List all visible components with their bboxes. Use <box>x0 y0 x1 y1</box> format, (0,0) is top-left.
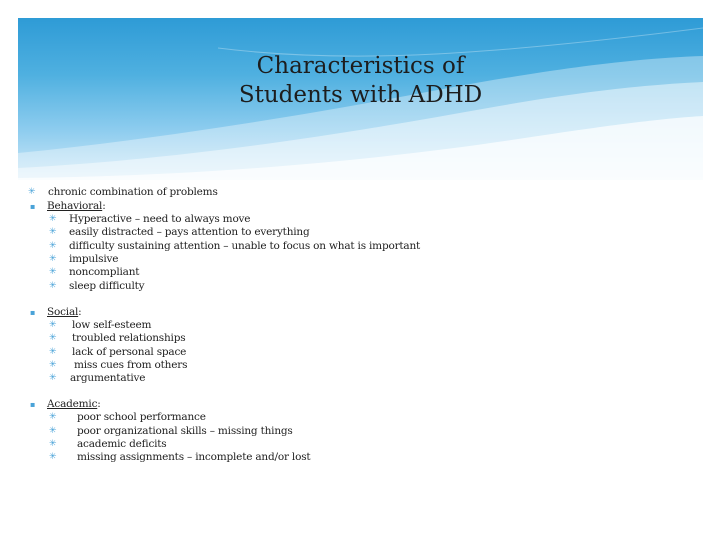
behavioral-item: sleep difficulty <box>69 280 145 292</box>
title-line-1: Characteristics of <box>256 53 465 79</box>
academic-item: missing assignments – incomplete and/or lost <box>77 451 311 463</box>
bullet-star-icon: ✳ <box>49 373 57 383</box>
academic-item: academic deficits <box>77 438 167 450</box>
academic-item: poor school performance <box>77 411 206 423</box>
intro-text: chronic combination of problems <box>48 186 218 198</box>
behavioral-item: Hyperactive – need to always move <box>69 213 251 225</box>
behavioral-item: noncompliant <box>69 266 140 278</box>
bullet-star-icon: ✳ <box>49 254 57 264</box>
social-item: argumentative <box>70 372 146 384</box>
bullet-star-icon: ✳ <box>49 227 57 237</box>
behavioral-item: impulsive <box>69 253 119 265</box>
bullet-star-icon: ✳ <box>49 412 57 422</box>
social-item: lack of personal space <box>72 346 187 358</box>
bullet-dot-icon: ▪ <box>30 308 36 317</box>
bullet-dot-icon: ▪ <box>30 400 36 409</box>
bullet-dot-icon: ▪ <box>30 202 36 211</box>
behavioral-item: difficulty sustaining attention – unable to focus on what is important <box>69 240 421 252</box>
bullet-star-icon: ✳ <box>49 333 57 343</box>
behavioral-heading: Behavioral: <box>47 200 106 212</box>
bullet-star-icon: ✳ <box>49 320 57 330</box>
bullet-star-icon: ✳ <box>49 347 57 357</box>
academic-item: poor organizational skills – missing things <box>77 425 293 437</box>
bullet-star-icon: ✳ <box>49 426 57 436</box>
bullet-star-icon: ✳ <box>49 281 57 291</box>
social-item: miss cues from others <box>74 359 188 371</box>
social-heading: Social: <box>47 306 82 318</box>
bullet-star-icon: ✳ <box>49 214 57 224</box>
bullet-star-icon: ✳ <box>49 241 57 251</box>
social-item: troubled relationships <box>72 332 186 344</box>
bullet-star-icon: ✳ <box>49 267 57 277</box>
behavioral-item: easily distracted – pays attention to everything <box>69 226 310 238</box>
bullet-star-icon: ✳ <box>49 452 57 462</box>
bullet-star-icon: ✳ <box>49 439 57 449</box>
bullet-star-icon: ✳ <box>28 187 36 197</box>
social-item: low self-esteem <box>72 319 152 331</box>
bullet-star-icon: ✳ <box>49 360 57 370</box>
title-line-2: Students with ADHD <box>238 82 483 108</box>
academic-heading: Academic: <box>47 398 101 410</box>
